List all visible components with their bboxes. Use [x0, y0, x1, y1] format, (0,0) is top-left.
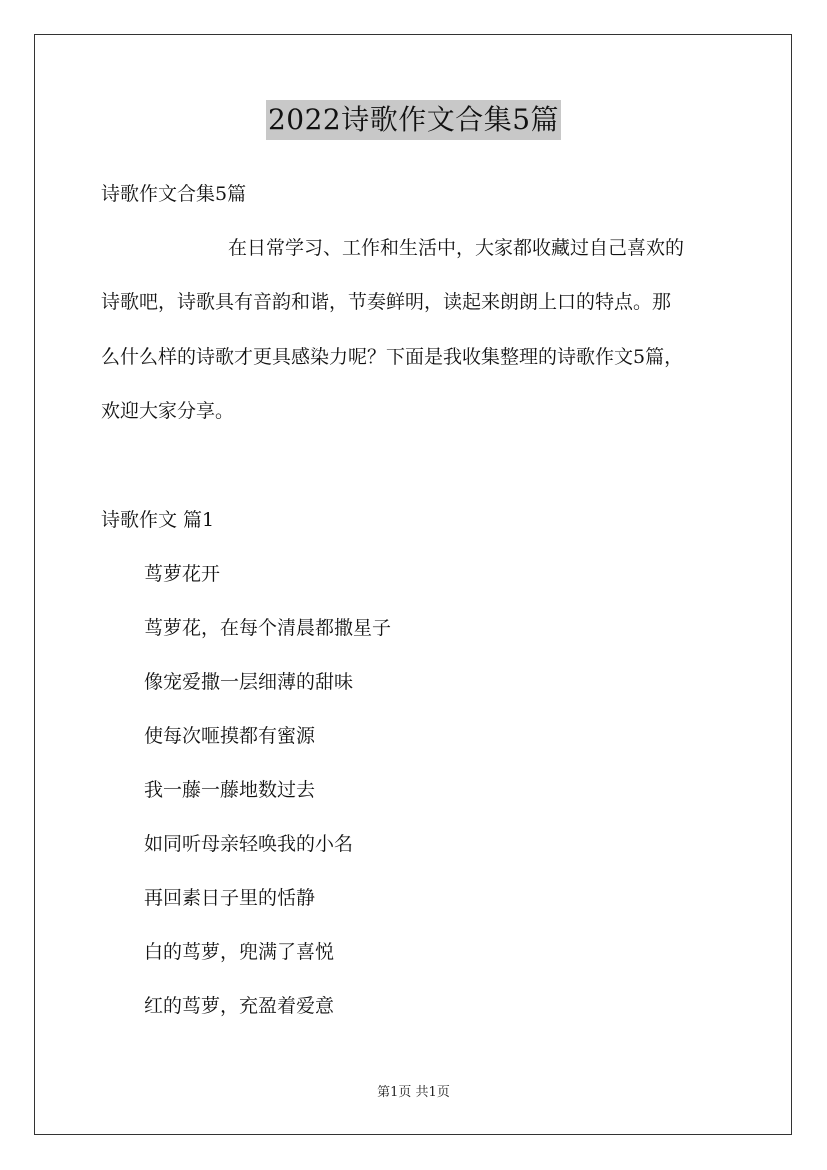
document-title: 2022诗歌作文合集5篇 [266, 100, 561, 140]
intro-paragraph-line: 诗歌吧，诗歌具有音韵和谐，节奏鲜明，读起来朗朗上口的特点。那 [101, 291, 672, 313]
section-heading: 诗歌作文 篇1 [101, 509, 215, 531]
poem-title: 茑萝花开 [144, 563, 221, 585]
poem-line: 我一藤一藤地数过去 [144, 779, 316, 801]
poem-line: 像宠爱撒一层细薄的甜味 [144, 671, 354, 693]
intro-paragraph-line: 么什么样的诗歌才更具感染力呢？下面是我收集整理的诗歌作文5篇， [101, 346, 684, 368]
title-container [0, 100, 827, 140]
poem-line: 再回素日子里的恬静 [144, 887, 316, 909]
poem-line: 红的茑萝，充盈着爱意 [144, 995, 335, 1017]
poem-line: 白的茑萝，兜满了喜悦 [144, 941, 335, 963]
intro-paragraph-line: 在日常学习、工作和生活中，大家都收藏过自己喜欢的 [228, 237, 685, 259]
page-footer: 第1页 共1页 [377, 1085, 450, 1100]
poem-line: 如同听母亲轻唤我的小名 [144, 833, 354, 855]
intro-paragraph-line: 欢迎大家分享。 [101, 400, 235, 422]
document-subtitle: 诗歌作文合集5篇 [101, 183, 247, 205]
poem-line: 使每次咂摸都有蜜源 [144, 725, 316, 747]
poem-line: 茑萝花，在每个清晨都撒星子 [144, 617, 392, 639]
